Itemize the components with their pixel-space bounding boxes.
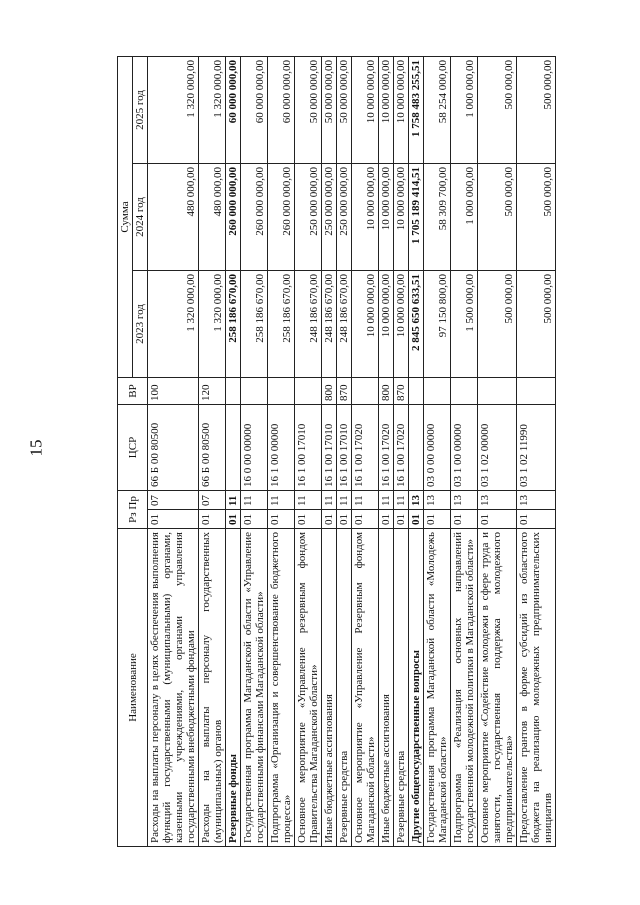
cell-csr: 16 1 00 00000 bbox=[268, 404, 295, 490]
cell-2025: 1 320 000,00 bbox=[148, 56, 199, 163]
cell-csr: 16 1 00 17020 bbox=[352, 404, 379, 490]
cell-2025: 1 320 000,00 bbox=[199, 56, 226, 163]
cell-2024: 250 000 000,00 bbox=[322, 163, 337, 270]
cell-2025: 1 000 000,00 bbox=[451, 56, 478, 163]
cell-name: Основное мероприятие «Управление резервным фондом Правительства Магаданской области» bbox=[295, 529, 322, 847]
cell-csr bbox=[226, 404, 241, 490]
header-2023: 2023 год bbox=[133, 270, 148, 377]
table-row bbox=[268, 56, 295, 846]
cell-csr: 16 1 00 17010 bbox=[337, 404, 352, 490]
cell-vr bbox=[226, 377, 241, 404]
cell-2024: 500 000,00 bbox=[478, 163, 517, 270]
cell-2025: 50 000 000,00 bbox=[295, 56, 322, 163]
table-row bbox=[322, 56, 337, 846]
cell-2023: 248 186 670,00 bbox=[322, 270, 337, 377]
cell-name: Государственная программа Магаданской области «Управление государственными финансами Магаданской области» bbox=[241, 529, 268, 847]
table-row bbox=[148, 56, 199, 846]
cell-pr: 11 bbox=[322, 490, 337, 509]
cell-rz: 01 bbox=[295, 510, 322, 529]
cell-csr: 03 1 02 00000 bbox=[478, 404, 517, 490]
cell-vr: 870 bbox=[394, 377, 409, 404]
cell-2023: 500 000,00 bbox=[478, 270, 517, 377]
cell-rz: 01 bbox=[451, 510, 478, 529]
cell-name: Другие общегосударственные вопросы bbox=[409, 529, 424, 847]
table-row bbox=[409, 56, 424, 846]
cell-2023: 97 150 800,00 bbox=[424, 270, 451, 377]
cell-2023: 258 186 670,00 bbox=[241, 270, 268, 377]
cell-vr bbox=[451, 377, 478, 404]
cell-2024: 1 000 000,00 bbox=[451, 163, 478, 270]
cell-vr bbox=[517, 377, 556, 404]
cell-2025: 60 000 000,00 bbox=[226, 56, 241, 163]
cell-vr: 100 bbox=[148, 377, 199, 404]
cell-2025: 60 000 000,00 bbox=[268, 56, 295, 163]
cell-2023: 10 000 000,00 bbox=[352, 270, 379, 377]
cell-rz: 01 bbox=[337, 510, 352, 529]
header-vr: ВР bbox=[118, 377, 148, 404]
cell-pr: 11 bbox=[337, 490, 352, 509]
cell-name: Государственная программа Магаданской области «Молодежь Магаданской области» bbox=[424, 529, 451, 847]
cell-2023: 248 186 670,00 bbox=[337, 270, 352, 377]
cell-rz: 01 bbox=[226, 510, 241, 529]
cell-rz: 01 bbox=[517, 510, 556, 529]
cell-2023: 10 000 000,00 bbox=[394, 270, 409, 377]
cell-name: Основное мероприятие «Управление Резервным фондом Магаданской области» bbox=[352, 529, 379, 847]
cell-csr bbox=[409, 404, 424, 490]
table-row bbox=[517, 56, 556, 846]
cell-pr: 11 bbox=[241, 490, 268, 509]
cell-vr bbox=[352, 377, 379, 404]
cell-vr: 800 bbox=[322, 377, 337, 404]
cell-pr: 13 bbox=[451, 490, 478, 509]
cell-2024: 10 000 000,00 bbox=[394, 163, 409, 270]
cell-name: Иные бюджетные ассигнования bbox=[322, 529, 337, 847]
cell-2024: 10 000 000,00 bbox=[352, 163, 379, 270]
cell-csr: 16 1 00 17010 bbox=[295, 404, 322, 490]
cell-rz: 01 bbox=[379, 510, 394, 529]
cell-pr: 11 bbox=[379, 490, 394, 509]
table-row bbox=[352, 56, 379, 846]
cell-name: Иные бюджетные ассигнования bbox=[379, 529, 394, 847]
cell-pr: 13 bbox=[409, 490, 424, 509]
cell-pr: 11 bbox=[394, 490, 409, 509]
cell-pr: 11 bbox=[352, 490, 379, 509]
cell-name: Подпрограмма «Организация и совершенствование бюджетного процесса» bbox=[268, 529, 295, 847]
cell-2025: 1 758 483 255,51 bbox=[409, 56, 424, 163]
cell-vr bbox=[409, 377, 424, 404]
cell-pr: 07 bbox=[199, 490, 226, 509]
cell-2024: 10 000 000,00 bbox=[379, 163, 394, 270]
cell-2024: 250 000 000,00 bbox=[295, 163, 322, 270]
cell-2023: 1 320 000,00 bbox=[148, 270, 199, 377]
cell-2025: 500 000,00 bbox=[517, 56, 556, 163]
header-2024: 2024 год bbox=[133, 163, 148, 270]
cell-2023: 1 500 000,00 bbox=[451, 270, 478, 377]
cell-csr: 66 Б 00 80500 bbox=[148, 404, 199, 490]
header-sum: Сумма bbox=[118, 56, 133, 377]
cell-2025: 58 254 000,00 bbox=[424, 56, 451, 163]
cell-csr: 03 1 00 00000 bbox=[451, 404, 478, 490]
cell-pr: 11 bbox=[295, 490, 322, 509]
cell-vr bbox=[295, 377, 322, 404]
table-row bbox=[451, 56, 478, 846]
cell-2025: 10 000 000,00 bbox=[394, 56, 409, 163]
header-csr: ЦСР bbox=[118, 404, 148, 490]
cell-rz: 01 bbox=[241, 510, 268, 529]
cell-csr: 16 1 00 17010 bbox=[322, 404, 337, 490]
cell-rz: 01 bbox=[409, 510, 424, 529]
cell-2023: 248 186 670,00 bbox=[295, 270, 322, 377]
cell-name: Расходы на выплаты персоналу государственных (муниципальных) органов bbox=[199, 529, 226, 847]
table-body bbox=[148, 56, 556, 846]
cell-2023: 258 186 670,00 bbox=[268, 270, 295, 377]
cell-name: Резервные фонды bbox=[226, 529, 241, 847]
cell-rz: 01 bbox=[424, 510, 451, 529]
cell-pr: 11 bbox=[268, 490, 295, 509]
cell-2024: 500 000,00 bbox=[517, 163, 556, 270]
cell-rz: 01 bbox=[352, 510, 379, 529]
cell-rz: 01 bbox=[394, 510, 409, 529]
cell-name: Подпрограмма «Реализация основных направлений государственной молодежной политики в Магаданской области» bbox=[451, 529, 478, 847]
cell-2025: 10 000 000,00 bbox=[379, 56, 394, 163]
cell-pr: 13 bbox=[478, 490, 517, 509]
cell-pr: 13 bbox=[517, 490, 556, 509]
cell-csr: 16 1 00 17020 bbox=[379, 404, 394, 490]
cell-name: Резервные средства bbox=[337, 529, 352, 847]
cell-2025: 10 000 000,00 bbox=[352, 56, 379, 163]
cell-2024: 480 000,00 bbox=[199, 163, 226, 270]
cell-pr: 13 bbox=[424, 490, 451, 509]
table-row bbox=[424, 56, 451, 846]
cell-csr: 16 1 00 17020 bbox=[394, 404, 409, 490]
cell-2023: 2 845 650 633,51 bbox=[409, 270, 424, 377]
cell-2025: 60 000 000,00 bbox=[241, 56, 268, 163]
cell-2023: 10 000 000,00 bbox=[379, 270, 394, 377]
cell-rz: 01 bbox=[268, 510, 295, 529]
header-2025: 2025 год bbox=[133, 56, 148, 163]
cell-vr bbox=[424, 377, 451, 404]
cell-vr: 800 bbox=[379, 377, 394, 404]
cell-csr: 66 Б 00 80500 bbox=[199, 404, 226, 490]
cell-2024: 1 705 189 414,51 bbox=[409, 163, 424, 270]
table-row bbox=[241, 56, 268, 846]
cell-2023: 258 186 670,00 bbox=[226, 270, 241, 377]
cell-csr: 03 1 02 11990 bbox=[517, 404, 556, 490]
cell-rz: 01 bbox=[199, 510, 226, 529]
cell-2024: 480 000,00 bbox=[148, 163, 199, 270]
cell-2024: 260 000 000,00 bbox=[226, 163, 241, 270]
cell-rz: 01 bbox=[478, 510, 517, 529]
header-rz-pr: Рз Пр bbox=[118, 490, 148, 528]
cell-csr: 16 0 00 00000 bbox=[241, 404, 268, 490]
cell-rz: 01 bbox=[148, 510, 199, 529]
table-row bbox=[295, 56, 322, 846]
cell-name: Основное мероприятие «Содействие молодежи в сфере труда и занятости, государственная поддержка молодежного предпринимательства» bbox=[478, 529, 517, 847]
table-row bbox=[379, 56, 394, 846]
page-number: 15 bbox=[26, 439, 46, 457]
cell-vr: 870 bbox=[337, 377, 352, 404]
table-row bbox=[199, 56, 226, 846]
cell-2024: 250 000 000,00 bbox=[337, 163, 352, 270]
table-row bbox=[226, 56, 241, 846]
cell-vr bbox=[241, 377, 268, 404]
cell-2024: 260 000 000,00 bbox=[241, 163, 268, 270]
cell-vr: 120 bbox=[199, 377, 226, 404]
table-row bbox=[337, 56, 352, 846]
cell-2025: 500 000,00 bbox=[478, 56, 517, 163]
cell-pr: 07 bbox=[148, 490, 199, 509]
cell-name: Предоставление грантов в форме субсидий из областного бюджета на реализацию молодежных предпринимательских инициатив bbox=[517, 529, 556, 847]
cell-rz: 01 bbox=[322, 510, 337, 529]
cell-vr bbox=[478, 377, 517, 404]
rotated-page bbox=[117, 57, 607, 847]
cell-vr bbox=[268, 377, 295, 404]
cell-2023: 1 320 000,00 bbox=[199, 270, 226, 377]
cell-2024: 260 000 000,00 bbox=[268, 163, 295, 270]
table-row bbox=[394, 56, 409, 846]
cell-name: Расходы на выплаты персоналу в целях обеспечения выполнения функций государственными (муниципальными) органами, казенными учреждениями, органами управления государственными внебюджетными фондами bbox=[148, 529, 199, 847]
cell-2023: 500 000,00 bbox=[517, 270, 556, 377]
cell-name: Резервные средства bbox=[394, 529, 409, 847]
header-name: Наименование bbox=[118, 529, 148, 847]
cell-2024: 58 309 700,00 bbox=[424, 163, 451, 270]
cell-csr: 03 0 00 00000 bbox=[424, 404, 451, 490]
cell-2025: 50 000 000,00 bbox=[337, 56, 352, 163]
cell-pr: 11 bbox=[226, 490, 241, 509]
cell-2025: 50 000 000,00 bbox=[322, 56, 337, 163]
table-row bbox=[478, 56, 517, 846]
budget-table bbox=[117, 56, 556, 847]
